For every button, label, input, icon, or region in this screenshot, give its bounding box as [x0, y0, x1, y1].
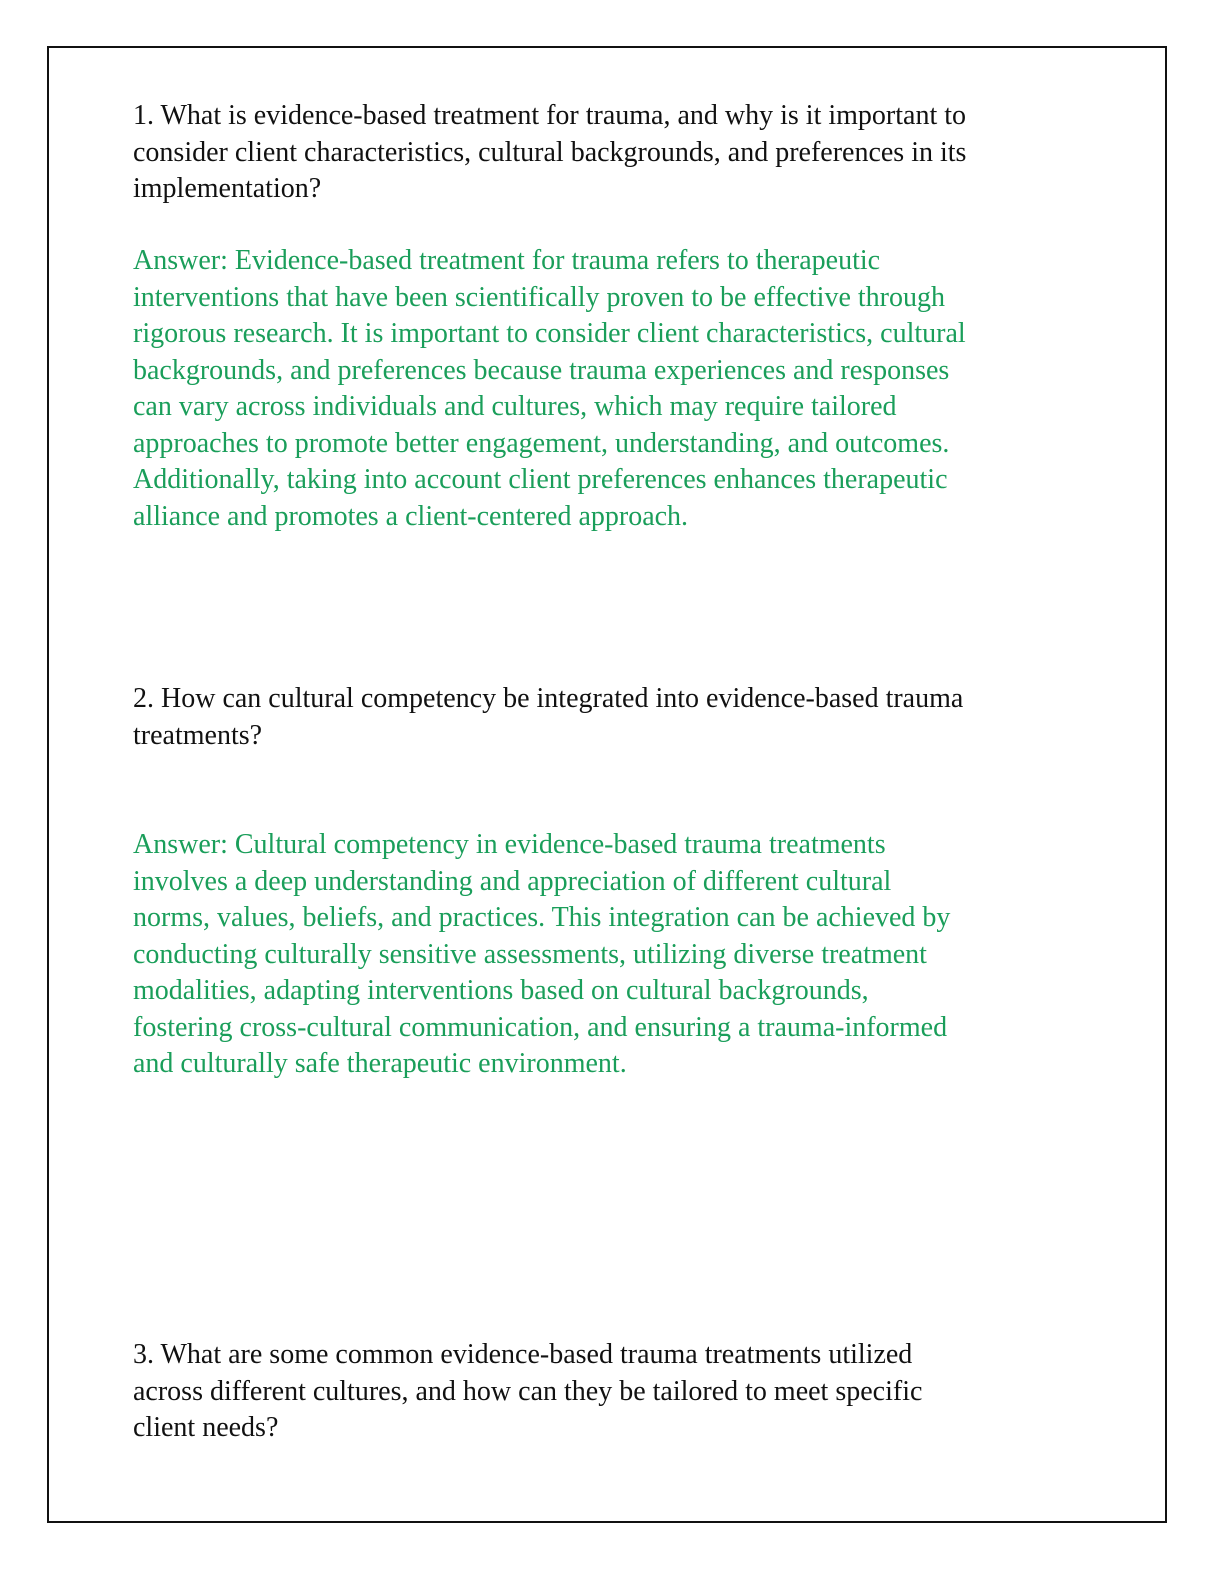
question-line: consider client characteristics, cultural backgrounds, and preferences in its — [133, 136, 967, 168]
answer-line: Answer: Evidence-based treatment for trauma refers to therapeutic — [133, 245, 881, 276]
answer-line: norms, values, beliefs, and practices. This integration can be achieved by — [133, 902, 951, 933]
answer-2 — [133, 827, 1133, 1083]
answer-line: modalities, adapting interventions based on cultural backgrounds, — [133, 975, 869, 1006]
answer-line: fostering cross-cultural communication, and ensuring a trauma-informed — [133, 1011, 948, 1043]
question-2 — [133, 681, 1133, 754]
question-line: 1. What is evidence-based treatment for trauma, and why is it important to — [133, 100, 967, 131]
answer-line: Answer: Cultural competency in evidence-based trauma treatments — [133, 829, 886, 860]
question-line: across different cultures, and how can they be tailored to meet specific — [133, 1375, 923, 1407]
question-line: 2. How can cultural competency be integrated into evidence-based trauma — [133, 683, 964, 714]
answer-line: involves a deep understanding and appreciation of different cultural — [133, 865, 892, 897]
answer-1 — [133, 243, 1133, 535]
answer-line: approaches to promote better engagement, understanding, and outcomes. — [133, 427, 950, 459]
question-line: 3. What are some common evidence-based trauma treatments utilized — [133, 1339, 913, 1370]
question-line: client needs? — [133, 1412, 279, 1443]
answer-line: can vary across individuals and cultures, which may require tailored — [133, 391, 897, 422]
question-3 — [133, 1337, 1133, 1447]
answer-line: Additionally, taking into account client preferences enhances therapeutic — [133, 464, 948, 495]
answer-line: rigorous research. It is important to consider client characteristics, cultural — [133, 318, 966, 349]
answer-line: and culturally safe therapeutic environment. — [133, 1048, 627, 1079]
answer-line: interventions that have been scientifically proven to be effective through — [133, 281, 945, 313]
answer-line: conducting culturally sensitive assessments, utilizing diverse treatment — [133, 938, 927, 970]
question-line: implementation? — [133, 173, 322, 204]
answer-line: backgrounds, and preferences because trauma experiences and responses — [133, 354, 950, 386]
answer-line: alliance and promotes a client-centered approach. — [133, 500, 689, 532]
question-1 — [133, 98, 1133, 208]
question-line: treatments? — [133, 719, 263, 751]
